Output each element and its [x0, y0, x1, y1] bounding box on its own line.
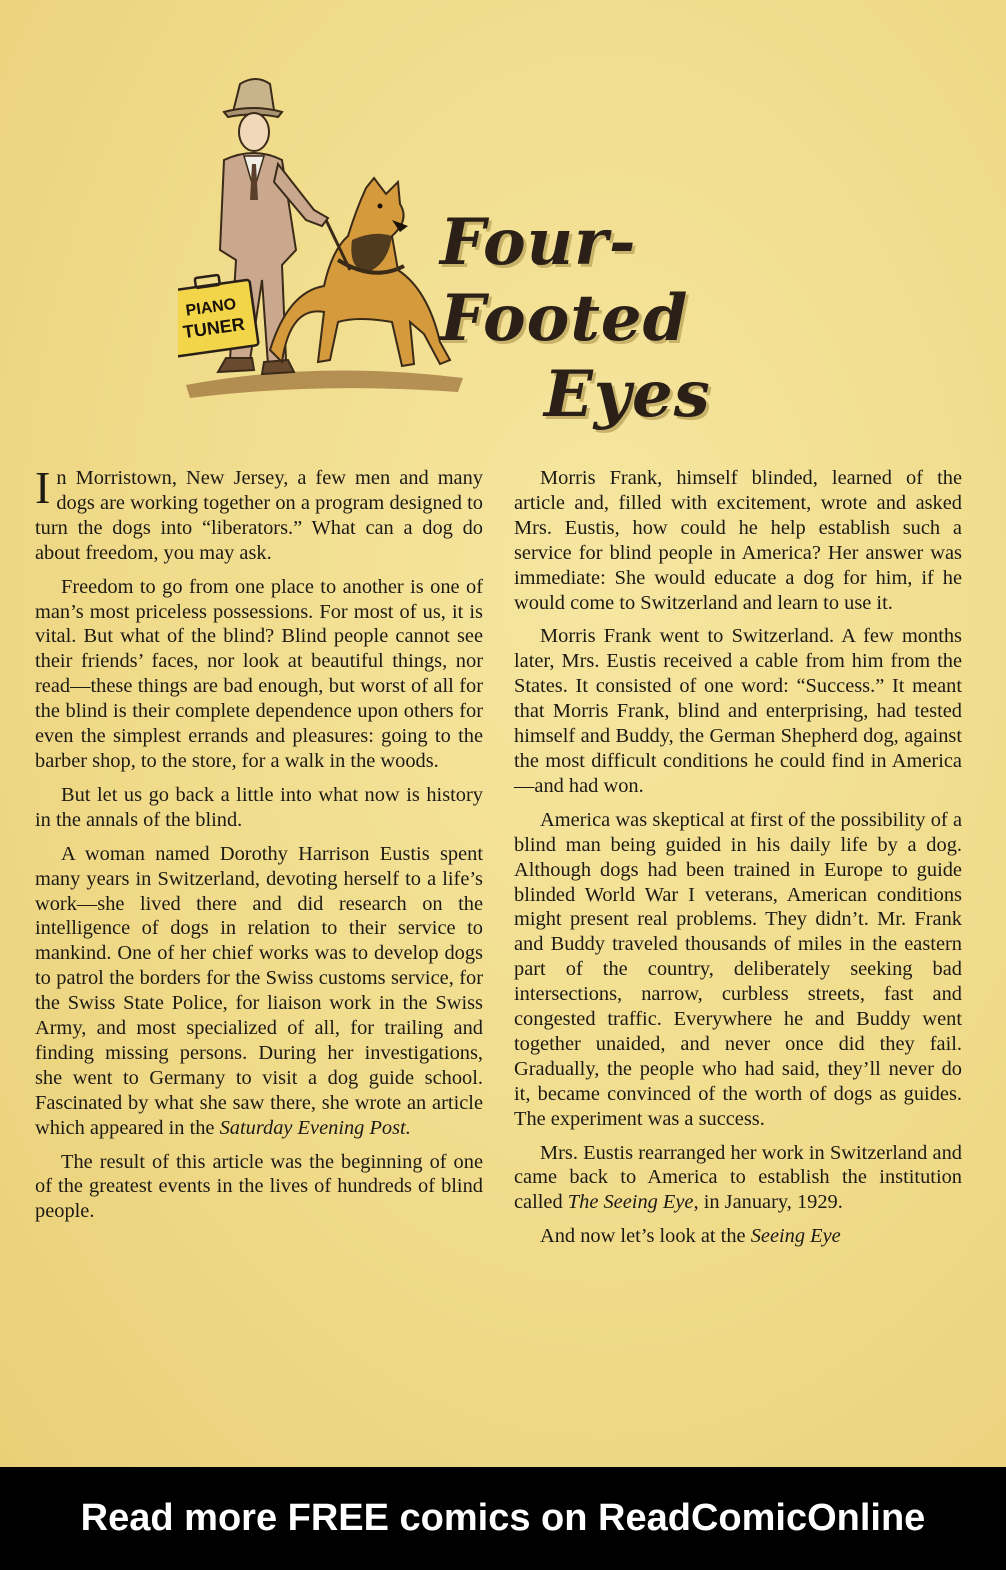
paragraph-text-end: in January, 1929. [703, 1191, 843, 1214]
paragraph-text: Mrs. Eustis rearranged her work in Switzerland and came back to America to establish the institution called [514, 1141, 962, 1214]
publication-title: Saturday Evening Post. [219, 1116, 411, 1139]
paragraph [514, 1141, 962, 1216]
paragraph: The result of this article was the beginning of one of the greatest events in the lives of hundreds of blind people. [35, 1150, 483, 1223]
paragraph: Morris Frank went to Switzerland. A few months later, Mrs. Eustis received a cable from him from the States. It consisted of one word: “Success.” It meant that Morris Frank, blind and enterprising, had tested himself and Buddy, the German Shepherd dog, against the most difficult conditions he could find in America—and had won. [514, 625, 962, 797]
institution-name: Seeing Eye [750, 1225, 841, 1248]
paragraph [35, 462, 483, 566]
piano-sign-text-2: TUNER [181, 313, 246, 343]
paragraph: Freedom to go from one place to another is one of man’s most priceless possessions. For most of us, it is vital. But what of the blind? Blind people cannot see their friends’ faces, nor look at beautiful things, nor read—these things are bad enough, but worst of all for the blind is their complete dependence upon others for even the simplest errands and pleasures: going to the barber shop, to the store, for a walk in the woods. [35, 575, 483, 772]
promo-banner-text[interactable]: Read more FREE comics on ReadComicOnline [80, 1497, 926, 1539]
paragraph-text: And now let’s look at the [540, 1225, 746, 1248]
institution-name: The Seeing Eye, [567, 1191, 699, 1214]
title-line-1: Four-Footed [440, 205, 689, 356]
promo-banner[interactable] [0, 1467, 1006, 1570]
paragraph [514, 1224, 962, 1249]
title-line-2: Eyes [544, 357, 711, 432]
paragraph: Morris Frank, himself blinded, learned of the article and, filled with excitement, wrote and asked Mrs. Eustis, how could he help establish such a service for blind people in America? Her answer was immediate: She would educate a dog for him, if he would come to Switzerland and learn to use it. [514, 467, 962, 614]
article-column-right [514, 466, 962, 1258]
paragraph-text: n Morristown, New Jersey, a few men and many dogs are working together on a program designed to turn the dogs into “liberators.” What can a dog do about freedom, you may ask. [35, 467, 483, 564]
paragraph-text: A woman named Dorothy Harrison Eustis spent many years in Switzerland, devoting herself to a life’s work—she lived there and did research on the intelligence of dogs in relation to their service to mankind. One of her chief works was to develop dogs to patrol the borders for the Swiss customs service, for the Swiss State Police, for liaison work in the Swiss Army, and most specialized of all, for trailing and finding missing persons. During her investigations, she went to Germany to visit a dog guide school. Fascinated by what she saw there, she wrote an article which appeared in the [35, 842, 483, 1139]
man-with-guide-dog-illustration [178, 60, 468, 405]
paragraph: America was skeptical at first of the possibility of a blind man being guided in his daily life by a dog. Although dogs had been trained in Europe to guide blinded World War I veterans, American conditions might present real problems. They didn’t. Mr. Frank and Buddy traveled thousands of miles in the eastern part of the country, deliberately seeking bad intersections, narrow, curbless streets, fast and congested traffic. Everywhere he and Buddy went together unaided, and never once did they fail. Gradually, the people who had said, they’ll never do it, became convinced of the worth of dogs as guides. The experiment was a success. [514, 808, 962, 1130]
paragraph: But let us go back a little into what now is history in the annals of the blind. [35, 783, 483, 831]
piano-sign-text-1: PIANO [184, 295, 238, 320]
article-column-left [35, 462, 483, 1233]
paragraph [35, 842, 483, 1141]
drop-cap: I [35, 462, 51, 513]
article-title [440, 205, 860, 433]
